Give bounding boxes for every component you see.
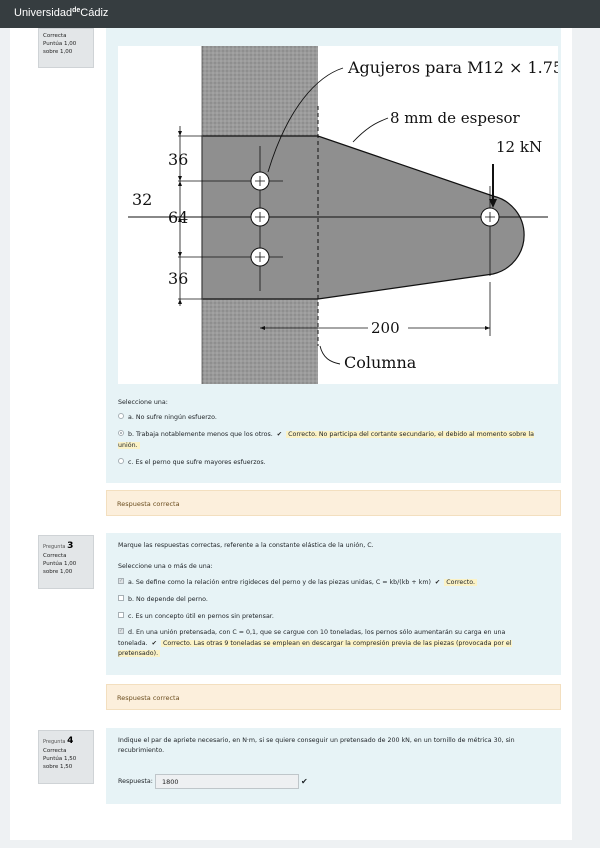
dim-36-bottom: 36 bbox=[168, 269, 189, 288]
brand-end: Cádiz bbox=[80, 7, 109, 19]
option-letter: b. bbox=[128, 596, 134, 603]
correct-check-icon: ✔ bbox=[276, 431, 283, 438]
dim-200: 200 bbox=[371, 319, 400, 337]
question-2-info bbox=[38, 28, 94, 68]
option-text: En una unión pretensada, con C = 0,1, que se cargue con 10 toneladas, los pernos sólo aumentarán su carga en una bbox=[136, 629, 506, 636]
label-holes: Agujeros para M12 × 1.75 bbox=[348, 58, 558, 77]
option-text: Es un concepto útil en pernos sin pretensar. bbox=[135, 613, 274, 620]
option-text: Trabaja notablemente menos que los otros. bbox=[136, 431, 273, 438]
brand-small: de bbox=[72, 7, 81, 14]
radio-button[interactable] bbox=[118, 458, 124, 464]
bracket-plate bbox=[202, 136, 524, 299]
option-text: No depende del perno. bbox=[136, 596, 208, 603]
question-mark-max: sobre 1,50 bbox=[43, 763, 73, 770]
option-letter: d. bbox=[128, 629, 134, 636]
checkbox[interactable] bbox=[118, 612, 124, 618]
q3-prompt: Seleccione una o más de una: bbox=[118, 563, 213, 570]
q3-result bbox=[106, 684, 561, 710]
question-number: 3 bbox=[67, 541, 74, 551]
radio-button[interactable] bbox=[118, 413, 124, 419]
label-thickness: 8 mm de espesor bbox=[390, 109, 520, 127]
answer-input[interactable] bbox=[155, 774, 299, 789]
correct-check-icon: ✔ bbox=[301, 777, 308, 786]
correct-check-icon: ✔ bbox=[151, 639, 157, 647]
question-mark-max: sobre 1,00 bbox=[43, 48, 73, 55]
label-load: 12 kN bbox=[496, 138, 543, 156]
option-feedback: Correcto. No participa del cortante secundario, el debido al momento sobre la unión. bbox=[118, 431, 535, 449]
result-text: Respuesta correcta bbox=[117, 500, 180, 508]
question-label: Pregunta bbox=[43, 739, 66, 745]
radio-button-selected[interactable] bbox=[118, 430, 124, 436]
question-4-info bbox=[38, 730, 94, 784]
correct-check-icon: ✔ bbox=[434, 579, 441, 586]
label-column: Columna bbox=[344, 353, 417, 372]
right-margin bbox=[572, 28, 600, 840]
q2-option-b[interactable] bbox=[118, 430, 538, 451]
university-logo[interactable] bbox=[14, 7, 108, 19]
dim-36-top: 36 bbox=[168, 150, 189, 169]
option-letter: b. bbox=[128, 431, 134, 438]
q2-prompt: Seleccione una: bbox=[118, 399, 168, 406]
dim-32: 32 bbox=[132, 190, 153, 209]
option-feedback: Correcto. Las otras 9 toneladas se emplean en descargar la compresión previa de las piezas (provocada por el pretensado). bbox=[118, 639, 512, 658]
checkbox-checked[interactable]: ✓ bbox=[119, 628, 124, 634]
question-label: Pregunta bbox=[43, 544, 66, 550]
option-letter: c. bbox=[128, 613, 134, 620]
option-text: Se define como la relación entre rigideces del perno y de las piezas unidas, C = kb/(kb + km) bbox=[135, 579, 431, 586]
q4-question-text: Indique el par de apriete necesario, en N·m, si se quiere conseguir un pretensado de 200 kN, en un tornillo de métrica 30, sin recubrimiento. bbox=[118, 737, 515, 755]
answer-value: 1800 bbox=[162, 778, 179, 786]
question-mark: Puntúa 1,50 bbox=[43, 756, 77, 763]
bracket-drawing bbox=[118, 46, 558, 384]
question-3-info bbox=[38, 535, 94, 589]
question-number: 4 bbox=[67, 736, 74, 746]
question-state: Correcta bbox=[43, 33, 67, 39]
q3-option-b[interactable] bbox=[118, 595, 208, 606]
option-text: Es el perno que sufre mayores esfuerzos. bbox=[135, 459, 266, 466]
bracket-diagram bbox=[118, 46, 558, 384]
q2-option-c[interactable] bbox=[118, 458, 266, 469]
brand-main: Universidad bbox=[14, 7, 73, 19]
option-text-continued: tonelada. bbox=[118, 639, 148, 647]
option-feedback: Correcto. bbox=[446, 579, 475, 586]
dim-64: 64 bbox=[168, 208, 189, 227]
option-letter: a. bbox=[128, 414, 134, 421]
q2-option-a[interactable] bbox=[118, 413, 217, 424]
checkbox-checked[interactable]: ✓ bbox=[119, 578, 124, 584]
option-letter: a. bbox=[128, 579, 134, 586]
option-text: No sufre ningún esfuerzo. bbox=[135, 414, 217, 421]
q3-option-c[interactable] bbox=[118, 612, 274, 623]
question-state: Correcta bbox=[43, 553, 67, 560]
answer-label: Respuesta: bbox=[118, 778, 153, 785]
option-letter: c. bbox=[128, 459, 134, 466]
q3-question-text: Marque las respuestas correctas, referente a la constante elástica de la unión, C. bbox=[118, 542, 374, 549]
question-state: Correcta bbox=[43, 748, 67, 755]
checkbox[interactable] bbox=[118, 595, 124, 601]
result-text: Respuesta correcta bbox=[117, 694, 180, 702]
q3-option-a[interactable] bbox=[118, 578, 477, 589]
q3-option-d[interactable] bbox=[118, 628, 548, 660]
question-mark: Puntúa 1,00 bbox=[43, 40, 77, 47]
question-mark-max: sobre 1,00 bbox=[43, 568, 73, 575]
top-navbar bbox=[0, 0, 600, 28]
q2-result bbox=[106, 490, 561, 516]
question-mark: Puntúa 1,00 bbox=[43, 561, 77, 568]
